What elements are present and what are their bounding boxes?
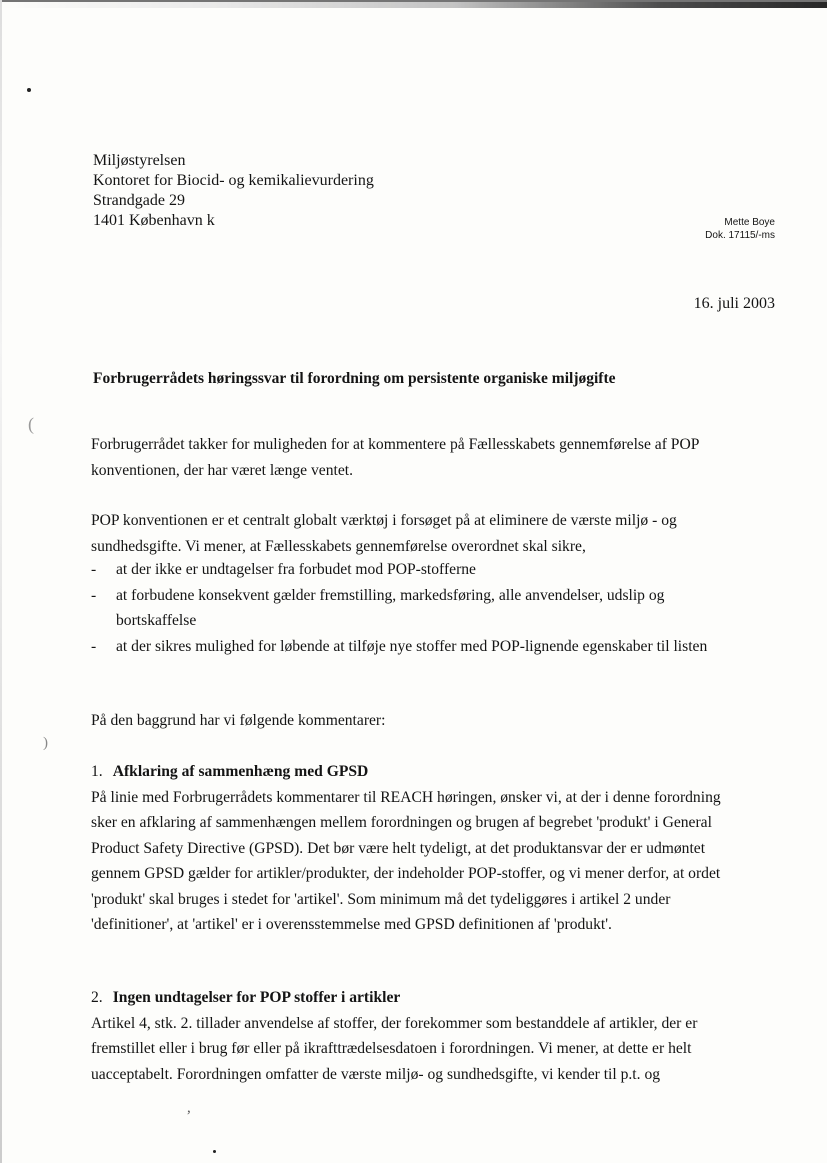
recipient-line: 1401 København k bbox=[93, 212, 215, 229]
recipient-address bbox=[93, 151, 374, 231]
section-body: Artikel 4, stk. 2. tillader anvendelse af stoffer, der forekommer som bestanddele af artikler, der er fremstillet eller i brug før eller på ikrafttrædelsesdatoen i forordningen. Vi mener, at dette er helt uacceptabelt. Forordningen omfatter de værste miljø- og sundhedsgifte, vi kender til p.t. og bbox=[91, 1014, 698, 1083]
bullet-dash: - bbox=[91, 561, 97, 578]
scan-edge-top bbox=[0, 0, 827, 8]
section-number: 1. bbox=[91, 763, 103, 780]
list-item-text: at der ikke er undtagelser fra forbudet mod POP-stofferne bbox=[116, 561, 476, 578]
document-reference: Dok. 17115/-ms bbox=[705, 230, 775, 241]
recipient-line: Kontoret for Biocid- og kemikalievurdering bbox=[93, 172, 374, 189]
section-number: 2. bbox=[91, 989, 103, 1006]
list-item bbox=[91, 583, 741, 634]
list-item-text: at der sikres mulighed for løbende at tilføje nye stoffer med POP-lignende egenskaber til listen bbox=[116, 637, 708, 655]
scan-speck bbox=[213, 1150, 216, 1153]
scan-mark: ) bbox=[43, 735, 48, 751]
intro-text: Forbrugerrådet takker for muligheden for at kommentere på Fællesskabets gennemførelse af POP konventionen, der har været længe ventet. bbox=[91, 436, 699, 479]
recipient-line: Strandgade 29 bbox=[93, 192, 185, 209]
pop-paragraph bbox=[91, 508, 741, 559]
section-body: På linie med Forbrugerrådets kommentarer til REACH høringen, ønsker vi, at der i denne forordning sker en afklaring af sammenhængen mellem forordningen og brugen af begrebet 'produkt' i General Product Safety Directive (GPSD). Det bør være helt tydeligt, at det produktansvar der er udmøntet gennem GPSD gælder for artikler/produkter, der indeholder POP-stoffer, og vi mener derfor, at ordet 'produkt' skal bruges i stedet for 'artikel'. Som minimum må det tydeliggøres i artikel 2 under 'definitioner', at 'artikel' er i overensstemmelse med GPSD definitionen af 'produkt'. bbox=[91, 788, 721, 933]
sender-block bbox=[705, 216, 775, 242]
scan-mark: , bbox=[187, 1100, 191, 1116]
section-1 bbox=[91, 759, 741, 938]
list-item bbox=[91, 557, 741, 583]
intro-paragraph bbox=[91, 432, 741, 483]
bullet-dash: - bbox=[91, 637, 97, 655]
section-heading bbox=[91, 759, 741, 785]
section-2 bbox=[91, 985, 741, 1087]
bullet-dash: - bbox=[91, 586, 97, 604]
sender-name: Mette Boye bbox=[724, 217, 775, 228]
letter-date: 16. juli 2003 bbox=[693, 295, 775, 312]
list-item-text: at forbudene konsekvent gælder fremstilling, markedsføring, alle anvendelser, udslip og bortskaffelse bbox=[116, 586, 665, 629]
comments-intro-text: På den baggrund har vi følgende kommentarer: bbox=[91, 712, 386, 729]
requirements-list bbox=[91, 557, 741, 659]
section-title: Afklaring af sammenhæng med GPSD bbox=[112, 763, 369, 780]
comments-intro bbox=[91, 708, 741, 734]
pop-text: POP konventionen er et centralt globalt værktøj i forsøget på at eliminere de værste miljø - og sundhedsgifte. Vi mener, at Fællesskabets gennemførelse overordnet skal sikre, bbox=[91, 512, 677, 555]
section-title: Ingen undtagelser for POP stoffer i artikler bbox=[112, 989, 401, 1006]
recipient-line: Miljøstyrelsen bbox=[93, 152, 186, 169]
list-item bbox=[91, 634, 741, 660]
scan-mark: ( bbox=[28, 414, 34, 434]
section-heading bbox=[91, 985, 741, 1011]
letter-heading: Forbrugerrådets høringssvar til forordning om persistente organiske miljøgifte bbox=[93, 370, 616, 387]
scan-edge-left bbox=[0, 0, 2, 1163]
scan-speck bbox=[27, 88, 31, 92]
